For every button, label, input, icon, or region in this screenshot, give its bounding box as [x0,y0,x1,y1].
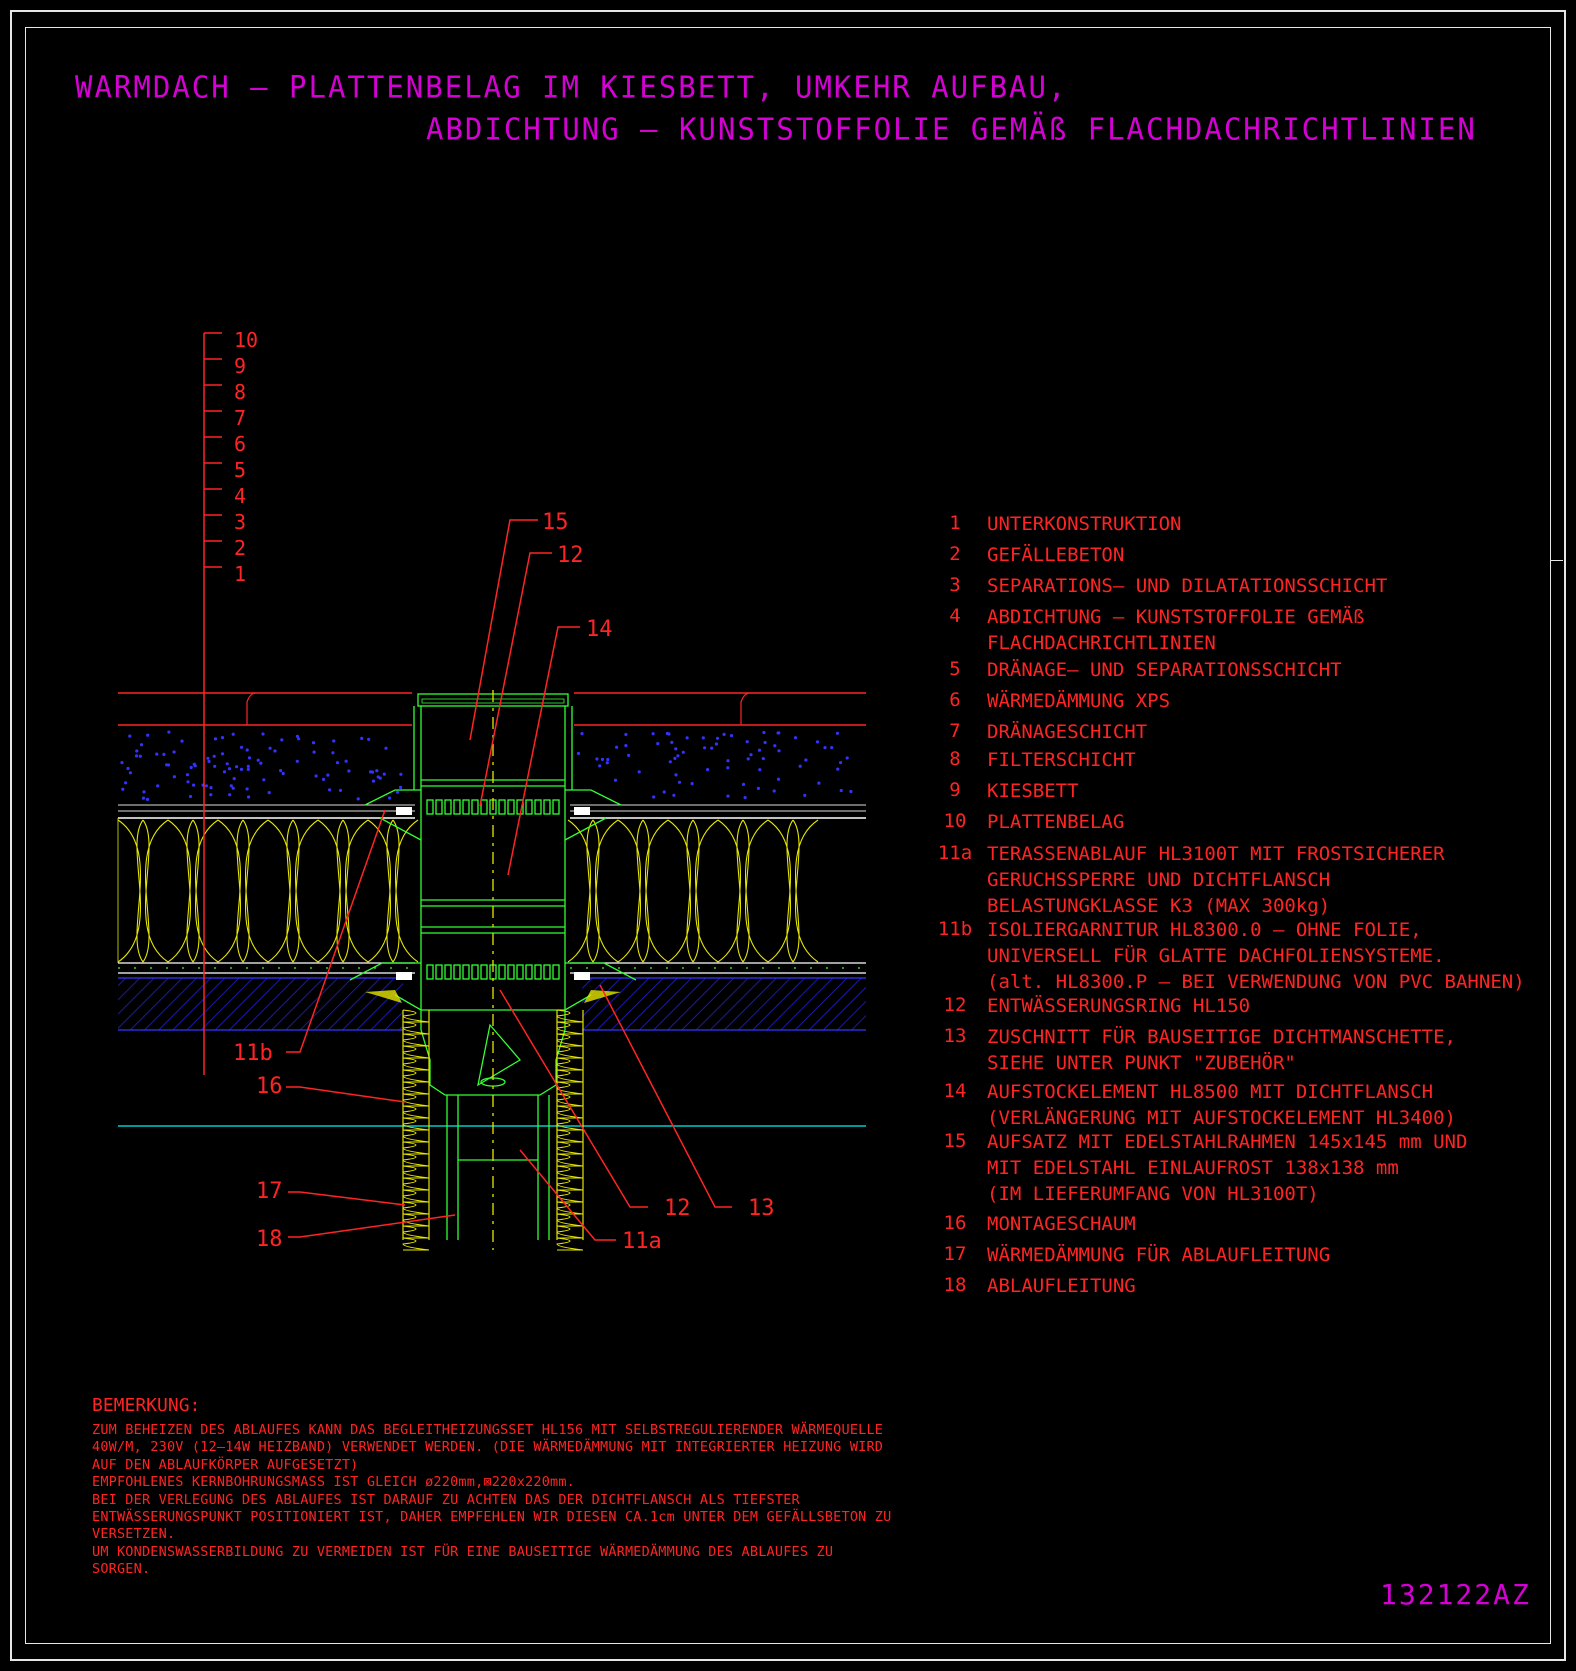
insulation-wave [368,820,418,962]
gravel-dot [614,779,617,782]
scale-label: 10 [234,328,259,352]
gravel-dot [399,773,402,776]
roof-layers [118,693,866,1126]
gravel-dot [126,767,129,770]
legend-text: SEPARATIONS– UND DILATATIONSSCHICHT [987,575,1388,597]
insulation-wave [618,820,668,962]
gravel-dot [836,768,839,771]
gravel-dot [777,749,780,752]
legend-number: 14 [943,1080,967,1102]
legend-text: ZUSCHNITT FÜR BAUSEITIGE DICHTMANSCHETTE, [987,1026,1456,1048]
gravel-dot [676,754,679,757]
gravel-dot [230,784,233,787]
gravel-dot [240,746,243,749]
legend-text: WÄRMEDÄMMUNG FÜR ABLAUFLEITUNG [987,1244,1331,1266]
gravel-dot [180,740,183,743]
gravel-dot [716,737,719,740]
ring-slot [454,800,460,814]
gravel-dot [233,777,236,780]
gravel-dot [673,757,676,760]
legend-text: GEFÄLLEBETON [987,544,1125,566]
gravel-dot [762,757,765,760]
gravel-dot [710,747,713,750]
gravel-dot [259,762,262,765]
gravel-dot [746,740,749,743]
insulation-wave [568,820,618,962]
gravel-dot [849,790,852,793]
callout-17: 17 [256,1179,283,1204]
gravel-dot [580,732,583,735]
gravel-dot [192,784,195,787]
gravel-dot [155,753,158,756]
gravel-dot [135,749,138,752]
gravel-dot [691,782,694,785]
scale-label: 9 [234,354,247,378]
gravel-dot [624,744,627,747]
legend-number: 15 [943,1130,967,1152]
legend-number: 18 [943,1274,967,1296]
gravel-dot [730,734,733,737]
gravel-dot [372,780,375,783]
legend-text: GERUCHSSPERRE UND DICHTFLANSCH [987,869,1331,891]
gravel-dot [652,795,655,798]
ring-slot [436,800,442,814]
gravel-dot [388,796,391,799]
ring-slot [526,965,532,979]
legend-text: ABDICHTUNG – KUNSTSTOFFOLIE GEMÄß [987,606,1365,628]
remark-line: BEI DER VERLEGUNG DES ABLAUFES IST DARAUF ZU ACHTEN DAS DER DICHTFLANSCH ALS TIEFSTER [92,1491,800,1508]
remark-line: ENTWÄSSERUNGSPUNKT POSITIONIERT IST, DAHER EMPFEHLEN WIR DIESEN CA.1cm UNTER DEM GEFÄLLSBETON ZU [92,1509,892,1526]
gravel-dot [379,777,382,780]
legend-number: 11a [937,842,973,864]
insulation-wave [718,820,768,962]
insulation-wave [668,820,718,962]
legend-number: 12 [943,994,967,1016]
legend-text: TERASSENABLAUF HL3100T MIT FROSTSICHERER [987,843,1445,865]
ring-slot [472,965,478,979]
gravel-dot [726,766,729,769]
remark-line: AUF DEN ABLAUFKÖRPER AUFGESETZT) [92,1456,359,1473]
gravel-dot [830,746,833,749]
insulation-wave [318,820,368,962]
legend-number: 4 [949,605,961,627]
legend-text: KIESBETT [987,780,1079,802]
gravel-dot [339,789,342,792]
gravel-dot [764,741,767,744]
gravel-dot [823,746,826,749]
legend-text: (VERLÄNGERUNG MIT AUFSTOCKELEMENT HL3400) [987,1107,1456,1129]
gravel-dot [232,733,235,736]
ring-slot [463,800,469,814]
ring-slot [463,965,469,979]
gravel-dot [261,732,264,735]
gravel-dot [360,737,363,740]
layer-scale [204,333,222,1075]
gravel-dot [762,731,765,734]
gravel-dot [173,775,176,778]
gravel-dot [296,760,299,763]
gravel-dot [656,742,659,745]
gravel-dot [706,768,709,771]
gravel-dot [804,758,807,761]
gravel-dot [601,758,604,761]
gravel-dot [205,784,208,787]
ring-slot [535,800,541,814]
gravel-dot [747,757,750,760]
gravel-dot [345,760,348,763]
legend-number: 5 [949,658,961,680]
gravel-dot [383,773,386,776]
gravel-dot [228,767,231,770]
gravel-dot [777,778,780,781]
legend-number: 10 [943,810,967,832]
gravel-dot [235,765,238,768]
gravel-dot [773,789,776,792]
gravel-dot [757,787,760,790]
gravel-dot [384,747,387,750]
gravel-dot [357,797,360,800]
gravel-dot [331,751,334,754]
gravel-dot [257,759,260,762]
gravel-dot [226,762,229,765]
legend-text: BELASTUNGKLASSE K3 (MAX 300kg) [987,895,1331,917]
gravel-dot [369,770,372,773]
remark-line: UM KONDENSWASSERBILDUNG ZU VERMEIDEN IST FÜR EINE BAUSEITIGE WÄRMEDÄMMUNG DES ABLAUFES ZU [92,1543,834,1560]
gravel-dot [773,744,776,747]
ring-slot [454,965,460,979]
gravel-dot [726,759,729,762]
legend-text: DRÄNAGE– UND SEPARATIONSSCHICHT [987,659,1342,681]
bolt [574,807,590,815]
gravel-dot [846,756,849,759]
remarks-block [92,1395,932,1579]
gravel-dot [803,794,806,797]
gravel-dot [213,755,216,758]
legend-text: (alt. HL8300.P – BEI VERWENDUNG VON PVC BAHNEN) [987,971,1525,993]
legend-text: AUFSATZ MIT EDELSTAHLRAHMEN 145x145 mm UND [987,1131,1468,1153]
gravel-dot [121,788,124,791]
gravel-dot [667,732,670,735]
legend-number: 2 [949,543,961,565]
gravel-dot [816,740,819,743]
gravel-dot [156,784,159,787]
ring-slot [517,965,523,979]
ring-slot [553,965,559,979]
gravel-dot [193,763,196,766]
ring-slot [445,800,451,814]
gravel-dot [280,738,283,741]
gravel-dot [758,749,761,752]
gravel-bed-dots [120,731,852,802]
legend-text: MIT EDELSTAHL EINLAUFROST 138x138 mm [987,1157,1399,1179]
gravel-dot [146,798,149,801]
gravel-dot [273,749,276,752]
gravel-dot [268,791,271,794]
ring-slot [499,800,505,814]
ring-slot [427,965,433,979]
ring-slot [544,965,550,979]
insulation-wave [218,820,268,962]
gravel-dot [269,747,272,750]
gravel-dot [282,772,285,775]
legend-text: UNIVERSELL FÜR GLATTE DACHFOLIENSYSTEME. [987,945,1445,967]
gravel-dot [328,788,331,791]
legend-text: PLATTENBELAG [987,811,1125,833]
gravel-dot [135,754,138,757]
legend-number: 6 [949,689,961,711]
gravel-dot [347,769,350,772]
gravel-dot [715,742,718,745]
remark-line: ZUM BEHEIZEN DES ABLAUFES KANN DAS BEGLEITHEIZUNGSSET HL156 MIT SELBSTREGULIERENDER WÄRMEQUELLE [92,1422,884,1438]
gravel-dot [190,766,193,769]
gravel-dot [162,753,165,756]
gravel-dot [262,778,265,781]
gravel-dot [209,793,212,796]
legend-text: FLACHDACHRICHTLINIEN [987,632,1216,654]
callout-11a: 11a [622,1229,662,1254]
legend-text: AUFSTOCKELEMENT HL8500 MIT DICHTFLANSCH [987,1081,1434,1103]
gravel-dot [624,733,627,736]
gravel-dot [124,781,127,784]
gravel-dot [638,770,641,773]
insulation-wave [768,820,818,962]
legend-number: 13 [943,1025,967,1047]
xps-insulation [118,820,818,962]
gravel-dot [213,765,216,768]
gravel-dot [139,755,142,758]
legend-number: 11b [937,918,973,940]
gravel-dot [669,760,672,763]
legend-text: ENTWÄSSERUNGSRING HL150 [987,995,1251,1017]
gravel-dot [214,737,217,740]
gravel-dot [189,795,192,798]
ring-slot [427,800,433,814]
ring-slot [544,800,550,814]
gravel-dot [146,734,149,737]
gravel-dot [627,754,630,757]
pipe-insulation-wave [557,1010,583,1250]
gravel-dot [839,761,842,764]
callout-12-top: 12 [557,543,584,568]
gravel-dot [313,751,316,754]
gravel-dot [120,761,123,764]
remarks-title: BEMERKUNG: [92,1395,201,1416]
gravel-dot [207,760,210,763]
gravel-dot [817,782,820,785]
gravel-dot [375,769,378,772]
gravel-dot [326,774,329,777]
gravel-dot [399,786,402,789]
gravel-dot [332,739,335,742]
gravel-dot [678,781,681,784]
remark-line: SORGEN. [92,1561,151,1578]
gravel-dot [726,795,729,798]
gravel-dot [595,757,598,760]
scale-label: 3 [234,510,247,534]
gravel-dot [367,738,370,741]
callout-16: 16 [256,1074,283,1099]
legend-text: DRÄNAGESCHICHT [987,721,1148,743]
gravel-dot [322,778,325,781]
gravel-dot [296,735,299,738]
gravel-dot [840,789,843,792]
gravel-dot [223,770,226,773]
ring-slot [508,965,514,979]
ring-slot [445,965,451,979]
gravel-dot [315,774,318,777]
gravel-dot [606,761,609,764]
gravel-dot [228,793,231,796]
scale-label: 4 [234,484,247,508]
ring-slot [472,800,478,814]
gravel-dot [674,747,677,750]
scale-label: 5 [234,458,247,482]
gravel-dot [240,768,243,771]
gravel-dot [615,746,618,749]
legend-number: 8 [949,748,961,770]
gravel-dot [165,763,168,766]
legend-text: MONTAGESCHAUM [987,1213,1136,1235]
gravel-dot [742,783,745,786]
gravel-dot [279,769,282,772]
gravel-dot [186,780,189,783]
gravel-dot [749,753,752,756]
gravel-dot [744,796,747,799]
gravel-dot [758,768,761,771]
gravel-dot [247,765,250,768]
gravel-dot [686,736,689,739]
gravel-dot [336,761,339,764]
gravel-dot [652,732,655,735]
gravel-dot [794,736,797,739]
legend-text: WÄRMEDÄMMUNG XPS [987,690,1171,712]
gravel-dot [221,736,224,739]
legend-text: FILTERSCHICHT [987,749,1136,771]
ring-slot [535,965,541,979]
legend-text: ABLAUFLEITUNG [987,1275,1136,1297]
gravel-dot [670,741,673,744]
gravel-dot [246,787,249,790]
remark-line: VERSETZEN. [92,1526,176,1543]
gravel-dot [577,752,580,755]
gravel-dot [247,795,250,798]
gravel-dot [247,768,250,771]
ring-slot [436,965,442,979]
ring-slot [499,965,505,979]
callout-leaders [286,520,732,1240]
ring-slot [553,800,559,814]
gravel-dot [167,731,170,734]
scale-label: 8 [234,380,247,404]
gravel-dot [221,752,224,755]
gravel-dot [682,751,685,754]
legend-text: (IM LIEFERUMFANG VON HL3100T) [987,1183,1319,1205]
gravel-dot [128,735,131,738]
gravel-dot [799,765,802,768]
callout-15: 15 [542,510,569,535]
ring-slot [481,965,487,979]
gravel-dot [246,748,249,751]
gravel-dot [703,746,706,749]
gravel-dot [606,758,609,761]
gravel-dot [312,741,315,744]
legend-text: ISOLIERGARNITUR HL8300.0 – OHNE FOLIE, [987,919,1422,941]
ring-slot [508,800,514,814]
gravel-dot [723,733,726,736]
gravel-dot [142,797,145,800]
scale-label: 6 [234,432,247,456]
callout-12-bottom: 12 [664,1196,691,1221]
gravel-dot [206,757,209,760]
drawing-title-line-2: ABDICHTUNG – KUNSTSTOFFOLIE GEMÄß FLACHDACHRICHTLINIEN [426,111,1477,147]
bolt [396,807,412,815]
callout-14: 14 [586,617,613,642]
bolt [574,972,590,980]
legend-text: UNTERKONSTRUKTION [987,513,1182,535]
remark-line: 40W/M, 230V (12–14W HEIZBAND) VERWENDET WERDEN. (DIE WÄRMEDÄMMUNG MIT INTEGRIERTER HEIZUNG WIRD [92,1439,884,1456]
gravel-dot [142,790,145,793]
scale-label: 7 [234,406,247,430]
scale-label: 1 [234,562,247,586]
gravel-dot [129,771,132,774]
pipe-insulation-wave [403,1010,429,1250]
legend-text: SIEHE UNTER PUNKT "ZUBEHÖR" [987,1052,1296,1074]
drawing-title-line-1: WARMDACH – PLATTENBELAG IM KIESBETT, UMKEHR AUFBAU, [75,69,1068,105]
gravel-dot [663,790,666,793]
gravel-dot [186,773,189,776]
legend-number: 17 [943,1243,967,1265]
callout-13: 13 [748,1196,775,1221]
ring-slot [526,800,532,814]
callout-11b: 11b [233,1041,273,1066]
bolt [396,972,412,980]
ring-slot [481,800,487,814]
legend-number: 16 [943,1212,967,1234]
insulation-wave [118,820,168,962]
gravel-dot [777,731,780,734]
remark-line: EMPFOHLENES KERNBOHRUNGSMASS IST GLEICH ø220mm,⊠220x220mm. [92,1474,576,1491]
legend-number: 7 [949,720,961,742]
callout-18: 18 [256,1227,283,1252]
scale-label: 2 [234,536,247,560]
insulation-wave [268,820,318,962]
gravel-dot [173,750,176,753]
gravel-dot [598,764,601,767]
gravel-dot [836,732,839,735]
gravel-dot [702,736,705,739]
legend-number: 9 [949,779,961,801]
legend-number: 1 [949,512,961,534]
insulation-wave [168,820,218,962]
legend-number: 3 [949,574,961,596]
gravel-dot [209,786,212,789]
drawing-number: 132122AZ [1380,1578,1531,1611]
gravel-dot [248,756,251,759]
gravel-dot [672,794,675,797]
gravel-dot [396,791,399,794]
gravel-dot [674,773,677,776]
gravel-dot [140,743,143,746]
